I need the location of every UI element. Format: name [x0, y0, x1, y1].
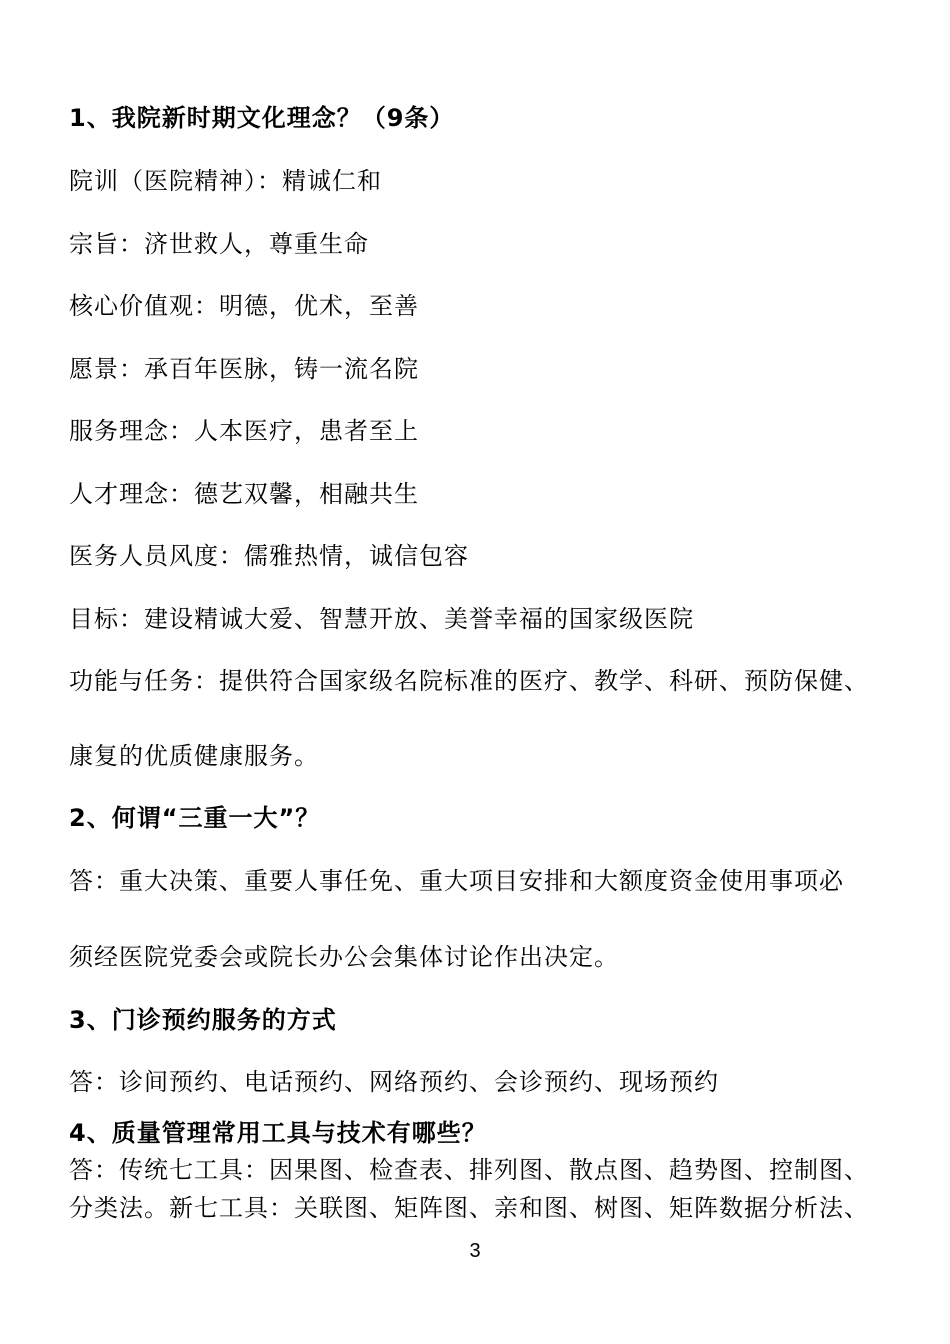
q4-line-1: 答：传统七工具：因果图、检查表、排列图、散点图、趋势图、控制图、 [69, 1156, 869, 1184]
q2-line-2: 须经医院党委会或院长办公会集体讨论作出决定。 [69, 943, 619, 971]
q1-line-8: 目标：建设精诚大爱、智慧开放、美誉幸福的国家级医院 [69, 605, 694, 633]
q3-line-1: 答：诊间预约、电话预约、网络预约、会诊预约、现场预约 [69, 1068, 719, 1096]
q1-line-1: 院训（医院精神）：精诚仁和 [69, 167, 382, 195]
q1-line-5: 服务理念：人本医疗，患者至上 [69, 417, 419, 445]
q2-line-1: 答：重大决策、重要人事任免、重大项目安排和大额度资金使用事项必 [69, 867, 844, 895]
q4-title: 4、质量管理常用工具与技术有哪些？ [69, 1119, 487, 1147]
q2-title: 2、何谓“三重一大”？ [69, 804, 321, 832]
q1-line-3: 核心价值观：明德，优术，至善 [69, 292, 419, 320]
q1-line-4: 愿景：承百年医脉，铸一流名院 [69, 355, 419, 383]
q1-line-2: 宗旨：济世救人，尊重生命 [69, 230, 369, 258]
q1-line-6: 人才理念：德艺双馨，相融共生 [69, 480, 419, 508]
q1-line-9: 功能与任务：提供符合国家级名院标准的医疗、教学、科研、预防保健、 [69, 667, 869, 695]
q3-title: 3、门诊预约服务的方式 [69, 1006, 337, 1034]
q4-line-2: 分类法。新七工具：关联图、矩阵图、亲和图、树图、矩阵数据分析法、 [69, 1194, 869, 1222]
q1-line-10: 康复的优质健康服务。 [69, 742, 319, 770]
q1-title: 1、我院新时期文化理念？（9条） [69, 104, 455, 132]
page-number: 3 [469, 1240, 481, 1262]
q1-line-7: 医务人员风度：儒雅热情，诚信包容 [69, 542, 469, 570]
